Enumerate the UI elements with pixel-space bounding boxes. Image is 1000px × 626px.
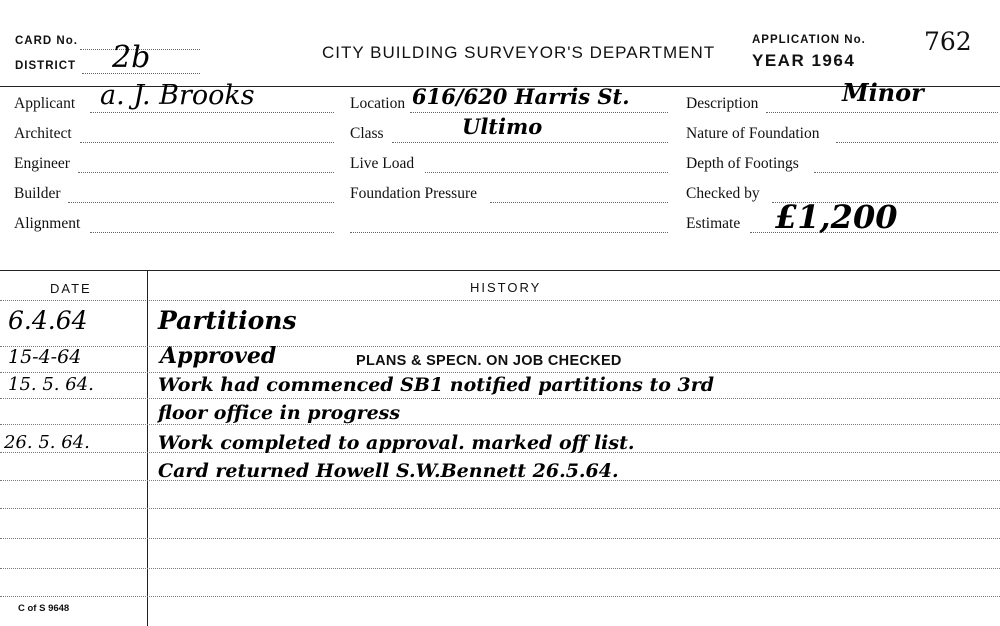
engineer-label: Engineer (14, 155, 70, 172)
entry-text: floor office in progress (158, 402, 401, 424)
entry-date: 6.4.64 (8, 306, 88, 335)
nature-of-foundation-label: Nature of Foundation (686, 125, 820, 142)
plans-checked-stamp: PLANS & SPECN. ON JOB CHECKED (356, 353, 622, 369)
applicant-value: a. J. Brooks (100, 80, 255, 111)
district-value: 2b (112, 40, 151, 75)
application-label: APPLICATION No. (752, 34, 866, 46)
column-divider (147, 270, 148, 626)
entry-text: Work had commenced SB1 notified partitions to 3rd (158, 374, 715, 396)
depth-of-footings-label: Depth of Footings (686, 155, 799, 172)
history-column-header: HISTORY (470, 280, 542, 295)
class-label: Class (350, 125, 384, 142)
architect-label: Architect (14, 125, 72, 142)
class-value: Ultimo (462, 114, 543, 139)
entry-text: Approved (160, 343, 277, 369)
entry-text: Card returned Howell S.W.Bennett 26.5.64. (158, 460, 619, 482)
foundation-pressure-label: Foundation Pressure (350, 185, 478, 202)
location-label: Location (350, 95, 406, 112)
date-column-header: DATE (50, 281, 92, 296)
location-value: 616/620 Harris St. (412, 84, 630, 109)
description-value: Minor (842, 78, 924, 107)
department-title: CITY BUILDING SURVEYOR'S DEPARTMENT (322, 43, 716, 62)
application-number: 762 (924, 27, 972, 56)
card-no-label: CARD No. (15, 35, 78, 47)
estimate-value: £1,200 (775, 198, 898, 236)
description-label: Description (686, 95, 759, 112)
entry-date: 15-4-64 (8, 346, 82, 368)
entry-text: Partitions (158, 306, 297, 335)
entry-text: Work completed to approval. marked off list. (158, 432, 635, 454)
checked-by-label: Checked by (686, 185, 760, 202)
form-code: C of S 9648 (18, 603, 70, 614)
estimate-label: Estimate (686, 215, 741, 232)
entry-date: 26. 5. 64. (4, 432, 90, 453)
entry-date: 15. 5. 64. (8, 374, 94, 395)
applicant-label: Applicant (14, 95, 76, 112)
alignment-label: Alignment (14, 215, 81, 232)
year-label: YEAR 1964 (752, 51, 856, 70)
builder-label: Builder (14, 185, 61, 202)
live-load-label: Live Load (350, 155, 415, 172)
district-label: DISTRICT (15, 60, 77, 72)
